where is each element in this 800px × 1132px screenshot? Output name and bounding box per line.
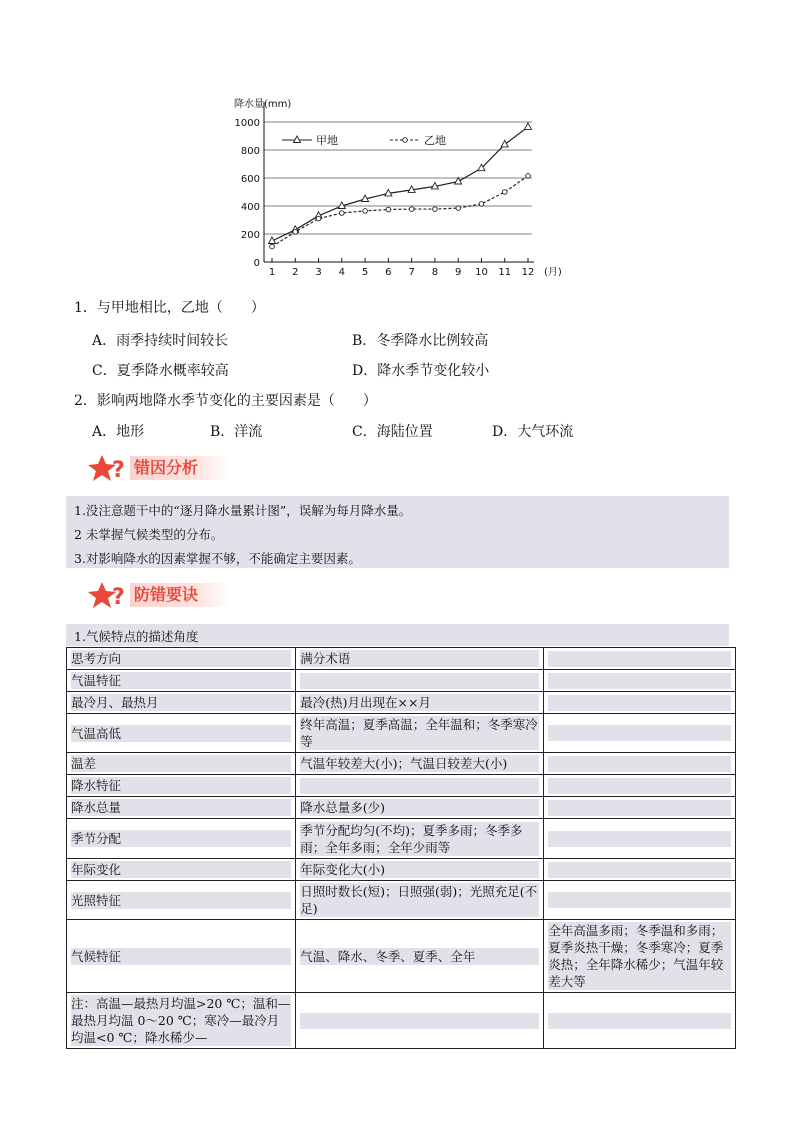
chart-legend — [282, 133, 446, 147]
table-row — [67, 797, 736, 819]
q2-option-b[interactable]: B．洋流 — [210, 424, 263, 440]
series-line-1 — [272, 176, 528, 247]
error-analysis-banner — [88, 453, 228, 483]
chart-series — [269, 123, 532, 249]
data-point — [501, 140, 508, 147]
y-axis-label: 降水量(mm) — [234, 99, 292, 110]
y-tick-label: 0 — [253, 258, 260, 269]
legend-label: 甲地 — [316, 134, 338, 147]
legend-marker — [403, 138, 408, 143]
cell-text: 日照时数长(短)；日照强(弱)；光照充足(不足) — [300, 883, 539, 917]
table-row — [67, 920, 736, 993]
prevention-banner — [88, 580, 228, 610]
table-cell-r11-c0 — [67, 993, 296, 1049]
x-tick-label: 3 — [315, 267, 322, 278]
cell-text: 气温年较差大(小)；气温日较差大(小) — [300, 755, 539, 772]
data-point — [363, 209, 368, 214]
data-point — [502, 190, 507, 195]
data-point — [479, 202, 484, 207]
table-cell-r6-c2 — [544, 797, 736, 819]
x-tick-label: 8 — [431, 267, 439, 278]
table-cell-r3-c0 — [67, 714, 296, 753]
cell-text — [548, 756, 731, 772]
table-cell-r10-c2 — [544, 920, 736, 993]
q1-option-c[interactable]: C．夏季降水概率较高 — [92, 363, 229, 379]
question-2: 2．影响两地降水季节变化的主要因素是（ ） — [74, 393, 377, 409]
table-cell-r7-c1 — [296, 819, 544, 859]
x-axis-unit: (月) — [544, 267, 562, 278]
table-cell-r8-c1 — [296, 859, 544, 881]
data-point — [293, 230, 298, 235]
table-cell-r5-c0 — [67, 775, 296, 797]
y-tick-label: 600 — [240, 174, 260, 185]
cell-text: 降水特征 — [71, 777, 291, 794]
table-row — [67, 692, 736, 714]
table-cell-r8-c2 — [544, 859, 736, 881]
legend-marker — [294, 136, 301, 143]
table-cell-r3-c2 — [544, 714, 736, 753]
q1-option-b[interactable]: B．冬季降水比例较高 — [352, 333, 489, 349]
cell-text — [548, 725, 731, 741]
cell-text — [300, 1013, 539, 1029]
cell-text: 降水总量 — [71, 799, 291, 816]
table-cell-r5-c1 — [296, 775, 544, 797]
cell-text — [548, 831, 731, 847]
error-item-1: 1.没注意题干中的“逐月降水量累计图”，误解为每月降水量。 — [74, 503, 412, 518]
table-row — [67, 670, 736, 692]
table-cell-r11-c2 — [544, 993, 736, 1049]
cell-text: 降水总量多(少) — [300, 799, 539, 816]
table-cell-r2-c2 — [544, 692, 736, 714]
table-row — [67, 819, 736, 859]
table-row — [67, 648, 736, 670]
table-row — [67, 753, 736, 775]
table-cell-r5-c2 — [544, 775, 736, 797]
x-tick-label: 9 — [454, 267, 462, 278]
svg-text:?: ? — [112, 458, 125, 483]
table-cell-r4-c2 — [544, 753, 736, 775]
table-cell-r2-c0 — [67, 692, 296, 714]
cell-text: 最冷月、最热月 — [71, 694, 291, 711]
y-tick-label: 800 — [240, 146, 260, 157]
cell-text: 光照特征 — [71, 892, 291, 909]
cell-text — [548, 862, 731, 878]
cell-text — [548, 778, 731, 794]
data-point — [409, 207, 414, 212]
table-cell-r1-c0 — [67, 670, 296, 692]
chart-grid — [264, 122, 532, 234]
tips-subtitle: 1.气候特点的描述角度 — [74, 629, 199, 644]
data-point — [525, 123, 532, 129]
cell-text: 季节分配均匀(不均)；夏季多雨；冬季多雨；全年多雨；全年少雨等 — [300, 822, 539, 856]
question-1: 1．与甲地相比，乙地（ ） — [74, 300, 265, 316]
q2-option-d[interactable]: D．大气环流 — [492, 424, 574, 440]
cell-text: 温差 — [71, 755, 291, 772]
cell-text: 季节分配 — [71, 830, 291, 847]
cell-text — [548, 673, 731, 689]
table-cell-r9-c2 — [544, 881, 736, 920]
cell-text: 注：高温—最热月均温>20 ℃；温和—最热月均温 0～20 ℃；寒冷—最冷月均温<0 ℃；降水稀少— — [71, 996, 291, 1045]
cell-text — [548, 1013, 731, 1029]
data-point — [526, 174, 531, 179]
table-cell-r7-c2 — [544, 819, 736, 859]
cell-text: 气温特征 — [71, 672, 291, 689]
cell-text: 全年高温多雨；冬季温和多雨；夏季炎热干燥；冬季寒冷；夏季炎热；全年降水稀少；气温年较差大等 — [548, 922, 731, 990]
table-cell-r0-c2 — [544, 648, 736, 670]
q2-option-c[interactable]: C．海陆位置 — [352, 424, 433, 440]
data-point — [340, 211, 345, 216]
table-cell-r4-c1 — [296, 753, 544, 775]
x-tick-label: 5 — [361, 267, 369, 278]
cell-text: 年际变化大(小) — [300, 861, 539, 878]
data-point — [316, 216, 321, 221]
table-cell-r1-c1 — [296, 670, 544, 692]
table-cell-r0-c0 — [67, 648, 296, 670]
data-point — [433, 207, 438, 212]
cell-text: 最冷(热)月出现在××月 — [300, 694, 539, 711]
table-cell-r8-c0 — [67, 859, 296, 881]
table-row — [67, 775, 736, 797]
data-point — [270, 244, 275, 249]
cell-text: 年际变化 — [71, 861, 291, 878]
y-tick-label: 400 — [240, 202, 260, 213]
table-row — [67, 859, 736, 881]
table-cell-r4-c0 — [67, 753, 296, 775]
table-cell-r10-c1 — [296, 920, 544, 993]
cell-text: 气候特征 — [71, 948, 291, 965]
table-cell-r9-c1 — [296, 881, 544, 920]
star-question-icon — [88, 453, 132, 483]
x-tick-label: 6 — [385, 267, 392, 278]
x-tick-label: 11 — [498, 267, 512, 278]
table-cell-r6-c0 — [67, 797, 296, 819]
table-row — [67, 993, 736, 1049]
table-cell-r0-c1 — [296, 648, 544, 670]
table-cell-r1-c2 — [544, 670, 736, 692]
data-point — [456, 206, 461, 211]
star-question-icon — [88, 580, 132, 610]
error-analysis-title: 错因分析 — [130, 456, 230, 480]
cell-text — [300, 673, 539, 689]
cell-text: 气温高低 — [71, 725, 291, 742]
error-item-3: 3.对影响降水的因素掌握不够，不能确定主要因素。 — [74, 551, 361, 566]
table-row — [67, 881, 736, 920]
x-tick-label: 7 — [408, 267, 415, 278]
y-tick-label: 200 — [240, 230, 260, 241]
series-line-0 — [272, 127, 528, 241]
chart-axes — [234, 97, 562, 278]
table-cell-r7-c0 — [67, 819, 296, 859]
data-point — [386, 207, 391, 212]
cell-text: 终年高温；夏季高温；全年温和；冬季寒冷等 — [300, 717, 538, 749]
prevention-title: 防错要诀 — [130, 583, 230, 607]
cell-text: 气温、降水、冬季、夏季、全年 — [300, 948, 539, 965]
table-cell-r9-c0 — [67, 881, 296, 920]
climate-description-table — [66, 647, 736, 1049]
q1-option-a[interactable]: A．雨季持续时间较长 — [92, 333, 229, 349]
cell-text — [548, 695, 731, 711]
cell-text: 满分术语 — [300, 650, 539, 667]
y-tick-label: 1000 — [234, 118, 260, 129]
precipitation-chart — [222, 92, 578, 292]
x-tick-label: 4 — [338, 267, 346, 278]
svg-text:?: ? — [112, 585, 125, 610]
table-cell-r2-c1 — [296, 692, 544, 714]
table-cell-r3-c1 — [296, 714, 544, 753]
cell-text — [548, 651, 731, 667]
table-row — [67, 714, 736, 753]
error-item-2: 2 未掌握气候类型的分布。 — [74, 527, 224, 542]
x-tick-label: 10 — [475, 267, 488, 278]
q1-option-d[interactable]: D．降水季节变化较小 — [352, 363, 490, 379]
q2-option-a[interactable]: A．地形 — [92, 424, 145, 440]
cell-text — [548, 892, 731, 908]
table-cell-r11-c1 — [296, 993, 544, 1049]
x-tick-label: 2 — [292, 267, 299, 278]
table-cell-r6-c1 — [296, 797, 544, 819]
table-cell-r10-c0 — [67, 920, 296, 993]
x-tick-label: 12 — [521, 267, 535, 278]
cell-text — [300, 778, 539, 794]
x-tick-label: 1 — [268, 267, 276, 278]
cell-text — [548, 800, 731, 816]
cell-text: 思考方向 — [71, 650, 291, 667]
legend-label: 乙地 — [424, 134, 446, 147]
